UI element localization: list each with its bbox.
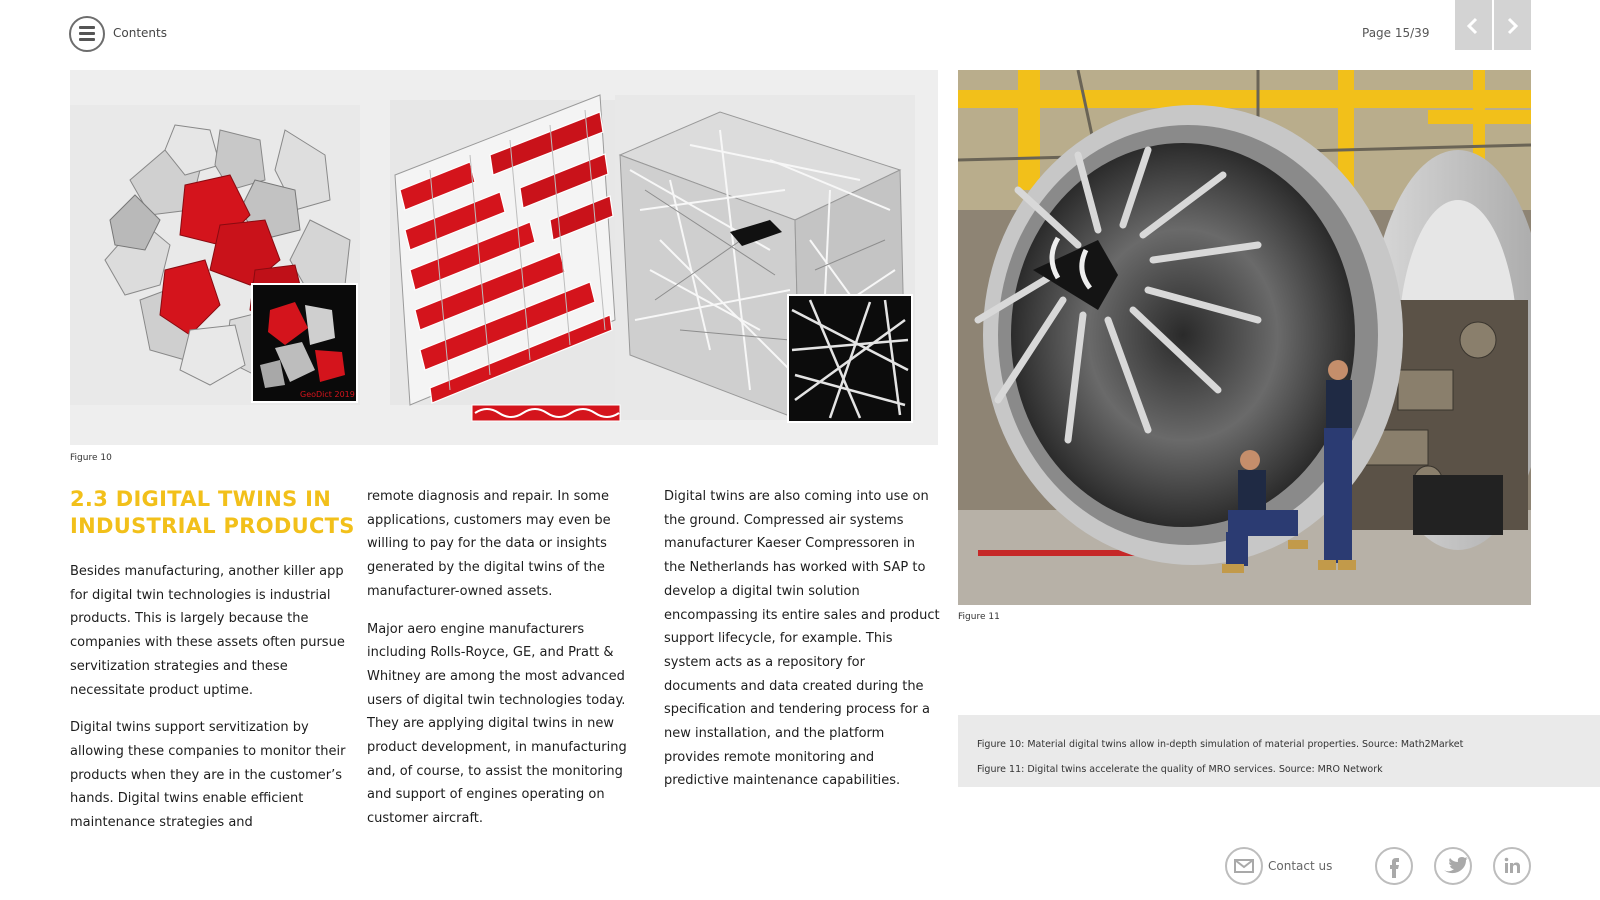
geodict-inset-brand: GeoDict 2019 (300, 390, 355, 399)
contents-menu-icon[interactable] (69, 16, 105, 52)
menu-bar (79, 38, 95, 41)
previous-page-button[interactable] (1455, 0, 1492, 50)
figure-11-image (958, 70, 1531, 605)
mail-icon[interactable] (1225, 847, 1263, 885)
linkedin-icon[interactable] (1493, 847, 1531, 885)
page-indicator: Page 15/39 (1362, 26, 1430, 40)
text-column-2 (367, 485, 639, 845)
figure-10-label: Figure 10 (70, 453, 112, 463)
paragraph: Digital twins support servitization by allowing these companies to monitor their products when they are in the customer’s hands. Digital twins enable efficient maintenance strategies and (70, 720, 346, 831)
text-column-3 (664, 485, 940, 807)
figure-10-image (70, 70, 938, 445)
figure-10-caption: Figure 10: Material digital twins allow in-depth simulation of material properties. Source: Math2Market (977, 739, 1464, 750)
crystal-inset-image (252, 284, 357, 402)
contact-us-link[interactable]: Contact us (1268, 859, 1333, 873)
figure-11-caption: Figure 11: Digital twins accelerate the quality of MRO services. Source: MRO Network (977, 764, 1383, 775)
section-heading: 2.3 DIGITAL TWINS IN INDUSTRIAL PRODUCTS (70, 487, 355, 538)
next-page-button[interactable] (1494, 0, 1531, 50)
paragraph: Digital twins are also coming into use on the ground. Compressed air systems manufacturer Kaeser Compressoren in the Netherlands has worked with SAP to develop a digital twin solution encompassing its entire sales and product support lifecycle, for example. This system acts as a repository for documents and data created during the specification and tendering process for a new installation, and the platform provides remote monitoring and predictive maintenance capabilities. (664, 489, 940, 789)
text-column-1 (70, 560, 350, 849)
menu-bar (79, 32, 95, 35)
paragraph: Major aero engine manufacturers including Rolls-Royce, GE, and Pratt & Whitney are among the most advanced users of digital twin technologies today. They are applying digital twins in new product development, in manufacturing and, of course, to assist the monitoring and support of engines operating on customer aircraft. (367, 621, 627, 827)
chevron-right-icon (1503, 17, 1521, 35)
facebook-icon[interactable] (1375, 847, 1413, 885)
paragraph: remote diagnosis and repair. In some applications, customers may even be willing to pay for the data or insights generated by the digital twins of the manufacturer-owned assets. (367, 489, 611, 599)
chevron-left-icon (1464, 17, 1482, 35)
menu-bar (79, 26, 95, 29)
twitter-icon[interactable] (1434, 847, 1472, 885)
contents-link[interactable]: Contents (113, 26, 167, 40)
figure-captions-box (958, 715, 1600, 787)
figure-11-label: Figure 11 (958, 612, 1000, 622)
paragraph: Besides manufacturing, another killer app for digital twin technologies is industrial products. This is largely because the companies with these assets often pursue servitization strategies and these necessitate product uptime. (70, 564, 345, 698)
